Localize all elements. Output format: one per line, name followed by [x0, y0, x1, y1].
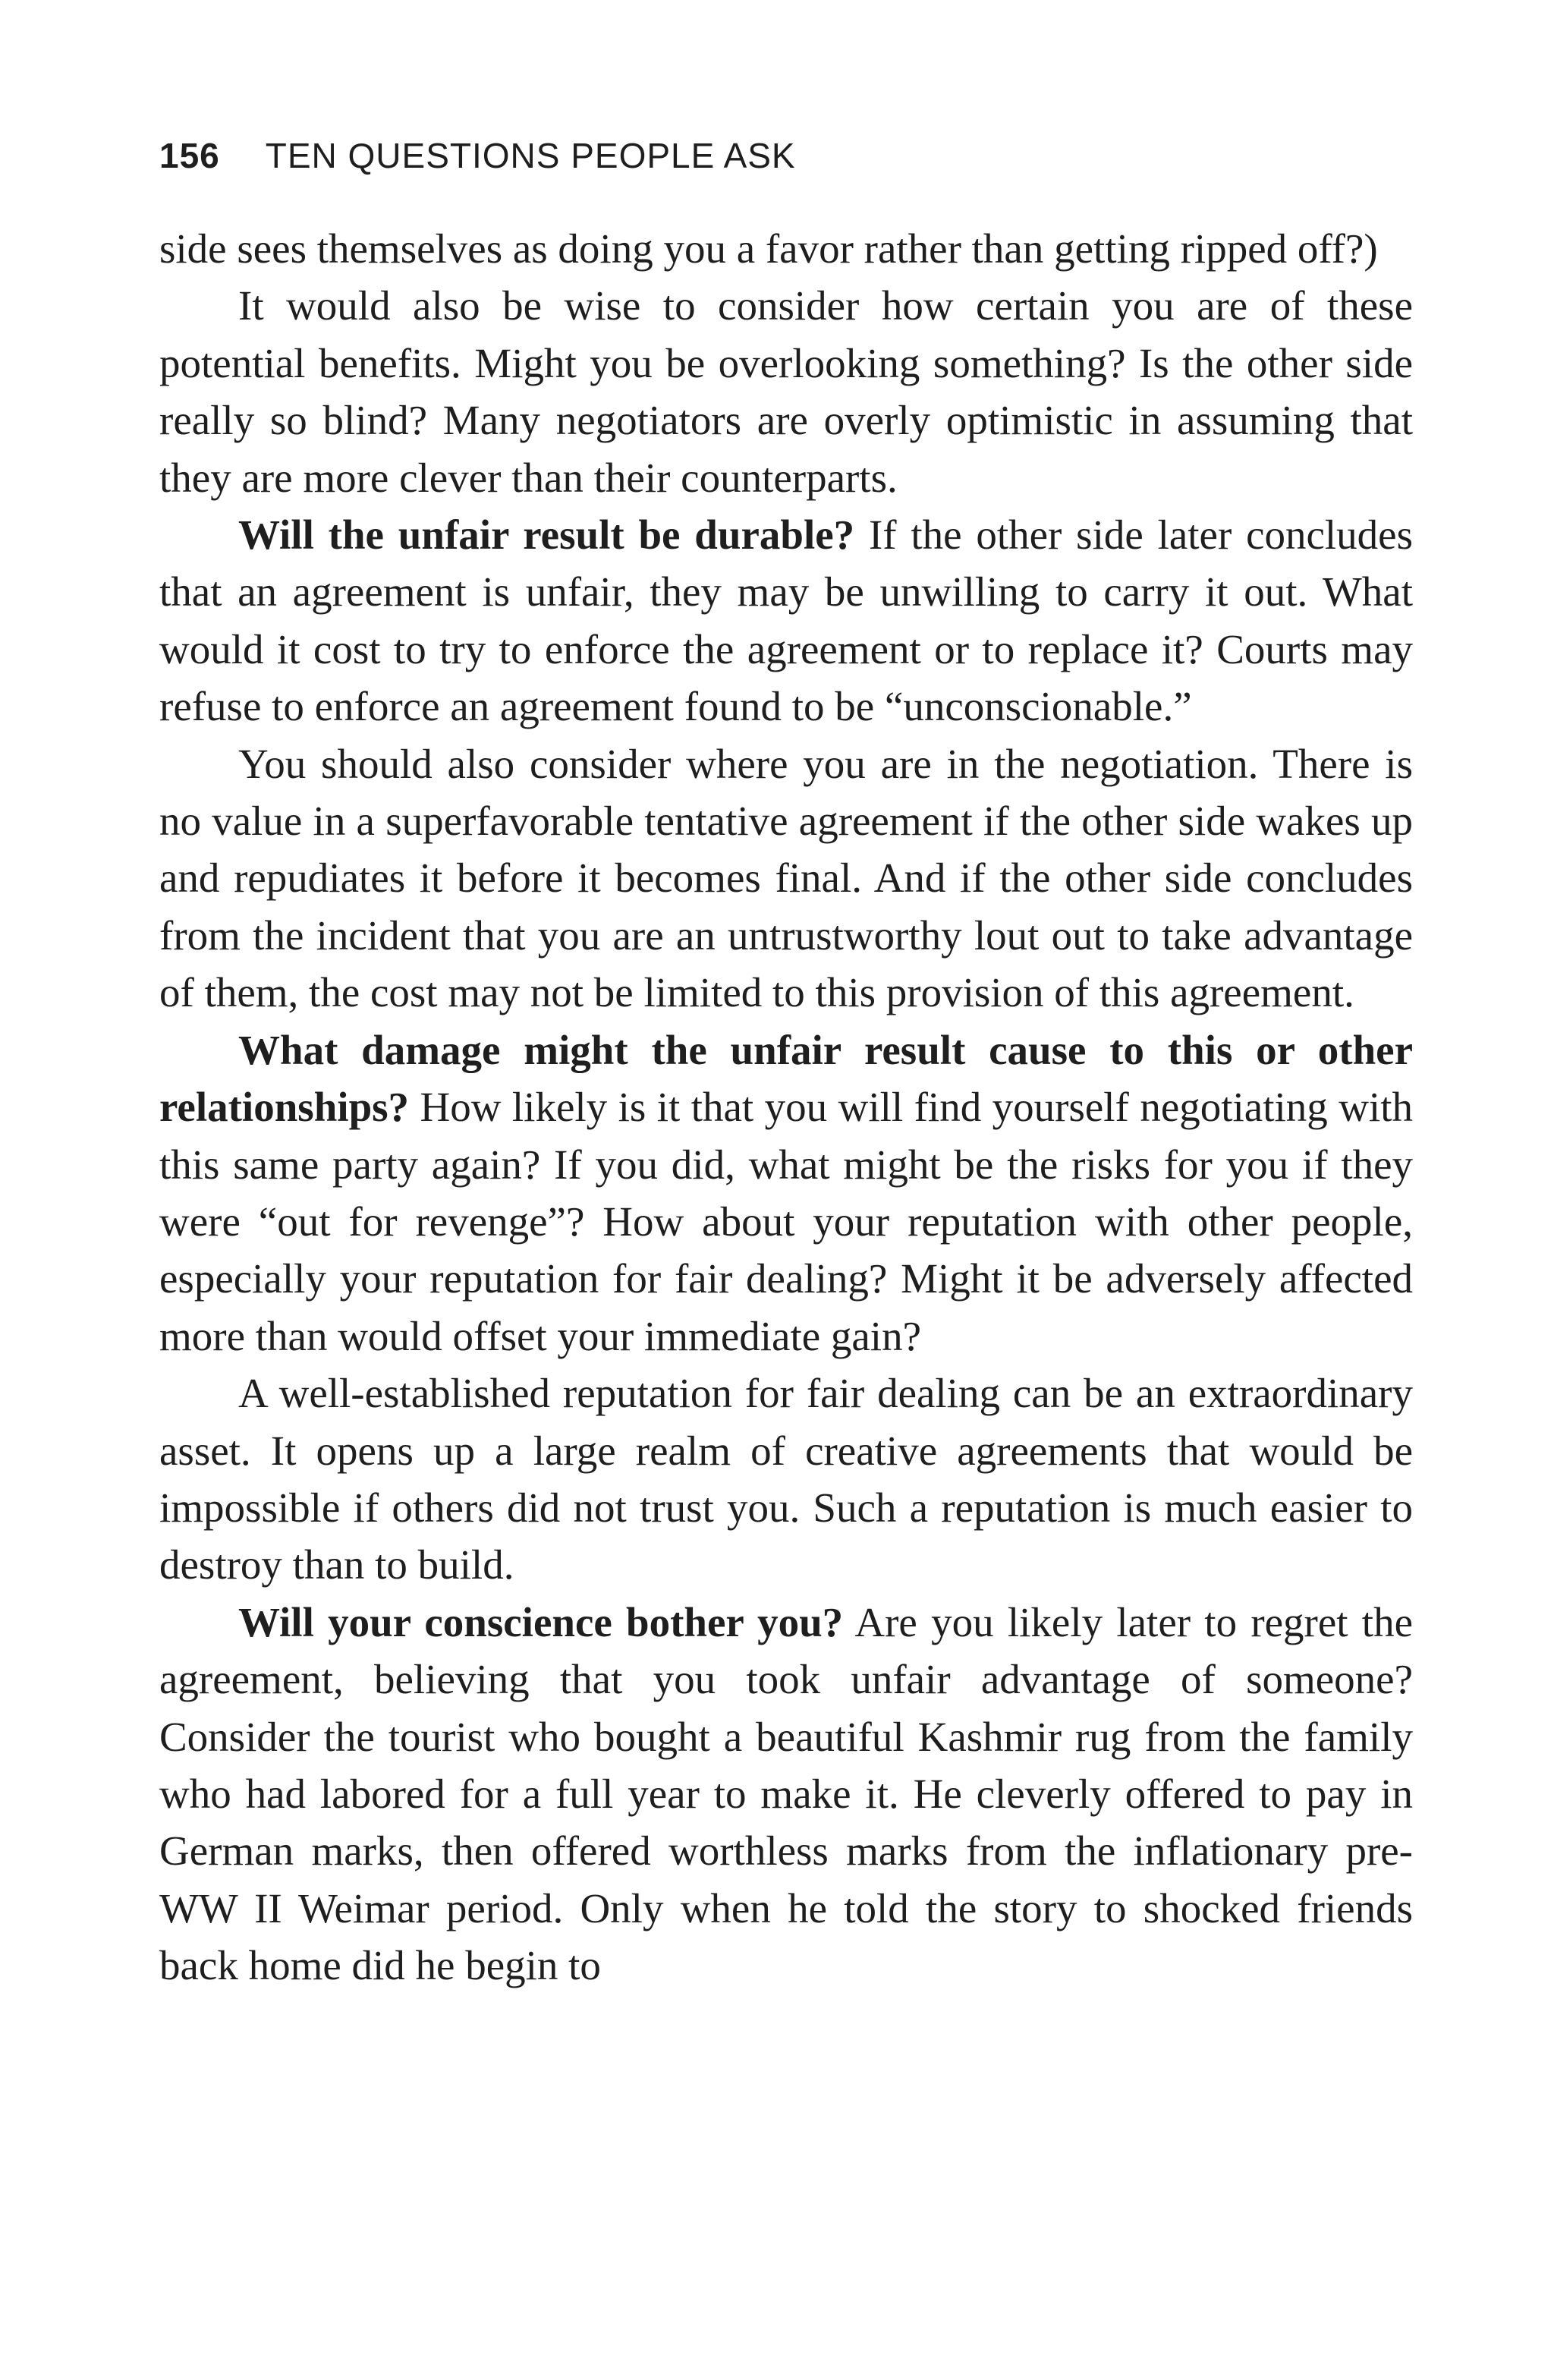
paragraph	[159, 1594, 1413, 1994]
paragraph-text: A well-established reputation for fair dealing can be an extraordinary asset. It opens up a large realm of creative agreements that would be impossible if others did not trust you. Such a reputation is much easier to destroy than to build.	[159, 1370, 1413, 1588]
running-header	[159, 129, 1413, 182]
paragraph	[159, 506, 1413, 735]
paragraph	[159, 277, 1413, 506]
question-heading: What damage might the unfair result cause to this or other relationships?	[159, 1026, 1413, 1131]
paragraph-text: side sees themselves as doing you a favor rather than getting ripped off?)	[159, 225, 1378, 272]
paragraph-text: It would also be wise to consider how certain you are of these potential benefits. Might you be overlooking something? Is the other side really so blind? Many negotiators are overly optimistic in assuming that they are more clever than their counterparts.	[159, 282, 1413, 501]
paragraph-text: You should also consider where you are in the negotiation. There is no value in a superfavorable tentative agreement if the other side wakes up and repudiates it before it becomes final. And if the other side concludes from the incident that you are an untrustworthy lout out to take advantage of them, the cost may not be limited to this provision of this agreement.	[159, 740, 1413, 1016]
paragraph-text: How likely is it that you will find yourself negotiating with this same party again? If you did, what might be the risks for you if they were “out for revenge”? How about your reputation with other people, especially your reputation for fair dealing? Might it be adversely affected more than would offset your immediate gain?	[159, 1084, 1413, 1359]
body-text	[159, 220, 1413, 1994]
question-heading: Will your conscience bother you?	[238, 1598, 844, 1645]
paragraph-text: If the other side later concludes that an agreement is unfair, they may be unwilling to carry it out. What would it cost to try to enforce the agreement or to replace it? Courts may refuse to enforce an agreement found to be “unconscionable.”	[159, 512, 1413, 730]
paragraph	[159, 1022, 1413, 1365]
paragraph-text: Are you likely later to regret the agreement, believing that you took unfair advantage of someone? Consider the tourist who bought a beautiful Kashmir rug from the family who had labored for a full year to make it. He cleverly offered to pay in German marks, then offered worthless marks from the inflationary pre-WW II Weimar period. Only when he told the story to shocked friends back home did he begin to	[159, 1598, 1414, 1989]
question-heading: Will the unfair result be durable?	[238, 512, 855, 559]
paragraph	[159, 1365, 1413, 1594]
paragraph	[159, 735, 1413, 1022]
paragraph	[159, 220, 1413, 277]
running-title: TEN QUESTIONS PEOPLE ASK	[265, 136, 796, 175]
page-number: 156	[159, 136, 220, 175]
book-page	[159, 129, 1413, 1994]
